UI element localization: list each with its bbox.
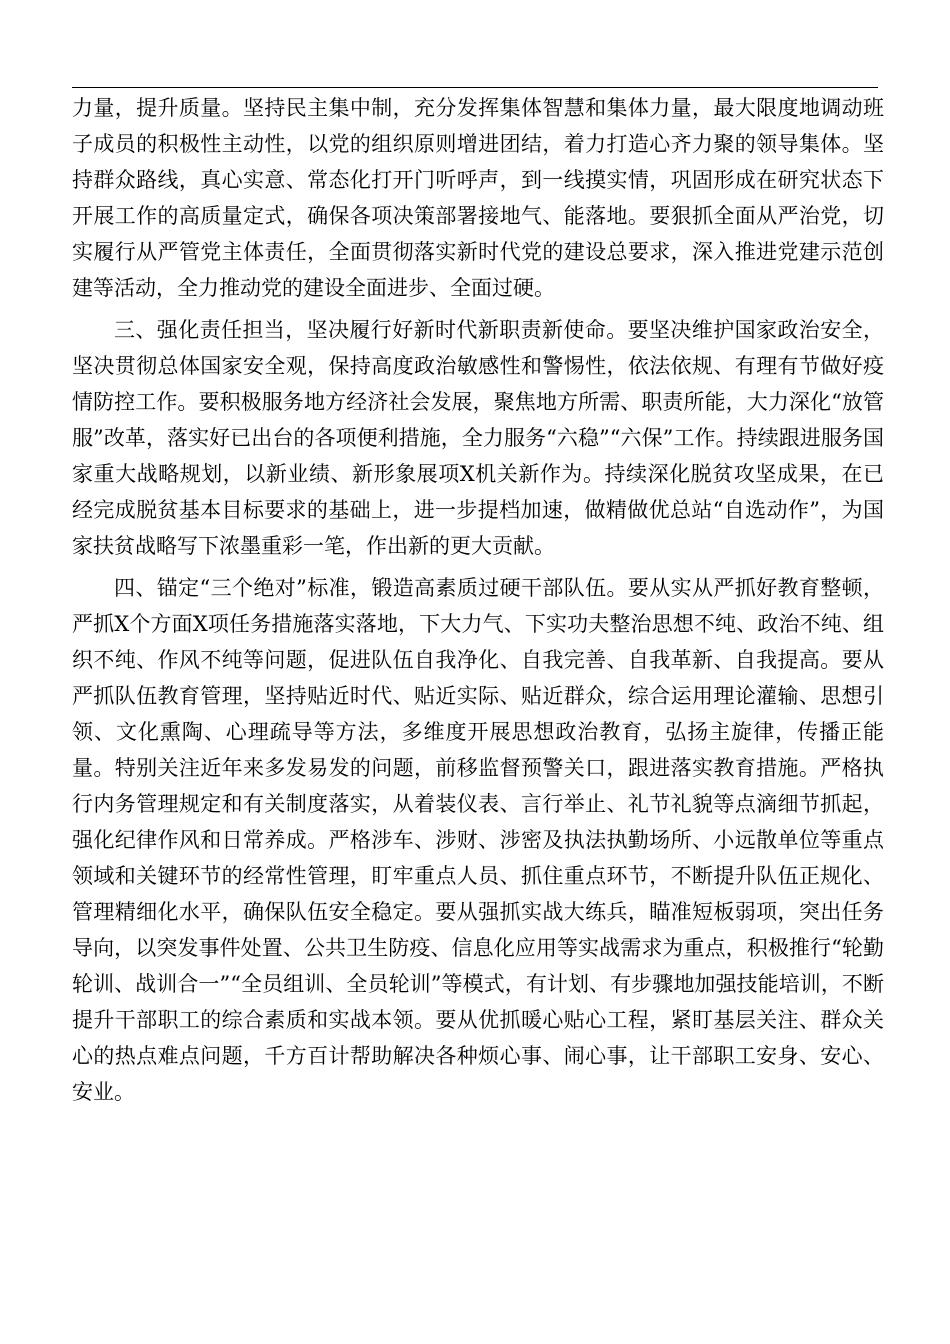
document-body xyxy=(72,90,884,1110)
header-rule xyxy=(72,87,878,88)
paragraph-section-four: 四、锚定“三个绝对”标准，锻造高素质过硬干部队伍。要从实从严抓好教育整顿，严抓X个方面X项任务措施落实落地，下大力气、下实功夫整治思想不纯、政治不纯、组织不纯、作风不纯等问题，促进队伍自我净化、自我完善、自我革新、自我提高。要从严抓队伍教育管理，坚持贴近时代、贴近实际、贴近群众，综合运用理论灌输、思想引领、文化熏陶、心理疏导等方法，多维度开展思想政治教育，弘扬主旋律，传播正能量。特别关注近年来多发易发的问题，前移监督预警关口，跟进落实教育措施。严格执行内务管理规定和有关制度落实，从着装仪表、言行举止、礼节礼貌等点滴细节抓起，强化纪律作风和日常养成。严格涉车、涉财、涉密及执法执勤场所、小远散单位等重点领域和关键环节的经常性管理，盯牢重点人员、抓住重点环节，不断提升队伍正规化、管理精细化水平，确保队伍安全稳定。要从强抓实战大练兵，瞄准短板弱项，突出任务导向，以突发事件处置、公共卫生防疫、信息化应用等实战需求为重点，积极推行“轮勤轮训、战训合一”“全员组训、全员轮训”等模式，有计划、有步骤地加强技能培训，不断提升干部职工的综合素质和实战本领。要从优抓暖心贴心工程，紧盯基层关注、群众关心的热点难点问题，千方百计帮助解决各种烦心事、闹心事，让干部职工安身、安心、安业。 xyxy=(72,576,884,1104)
paragraph-continuation: 力量，提升质量。坚持民主集中制，充分发挥集体智慧和集体力量，最大限度地调动班子成员的积极性主动性，以党的组织原则增进团结，着力打造心齐力聚的领导集体。坚持群众路线，真心实意、常态化打开门听呼声，到一线摸实情，巩固形成在研究状态下开展工作的高质量定式，确保各项决策部署接地气、能落地。要狠抓全面从严治党，切实履行从严管党主体责任，全面贯彻落实新时代党的建设总要求，深入推进党建示范创建等活动，全力推动党的建设全面进步、全面过硬。 xyxy=(72,96,884,300)
paragraph-section-three: 三、强化责任担当，坚决履行好新时代新职责新使命。要坚决维护国家政治安全，坚决贯彻总体国家安全观，保持高度政治敏感性和警惕性，依法依规、有理有节做好疫情防控工作。要积极服务地方经济社会发展，聚焦地方所需、职责所能，大力深化“放管服”改革，落实好已出台的各项便利措施，全力服务“六稳”“六保”工作。持续跟进服务国家重大战略规划，以新业绩、新形象展项X机关新作为。持续深化脱贫攻坚成果，在已经完成脱贫基本目标要求的基础上，进一步提档加速，做精做优总站“自选动作”，为国家扶贫战略写下浓墨重彩一笔，作出新的更大贡献。 xyxy=(72,318,884,558)
